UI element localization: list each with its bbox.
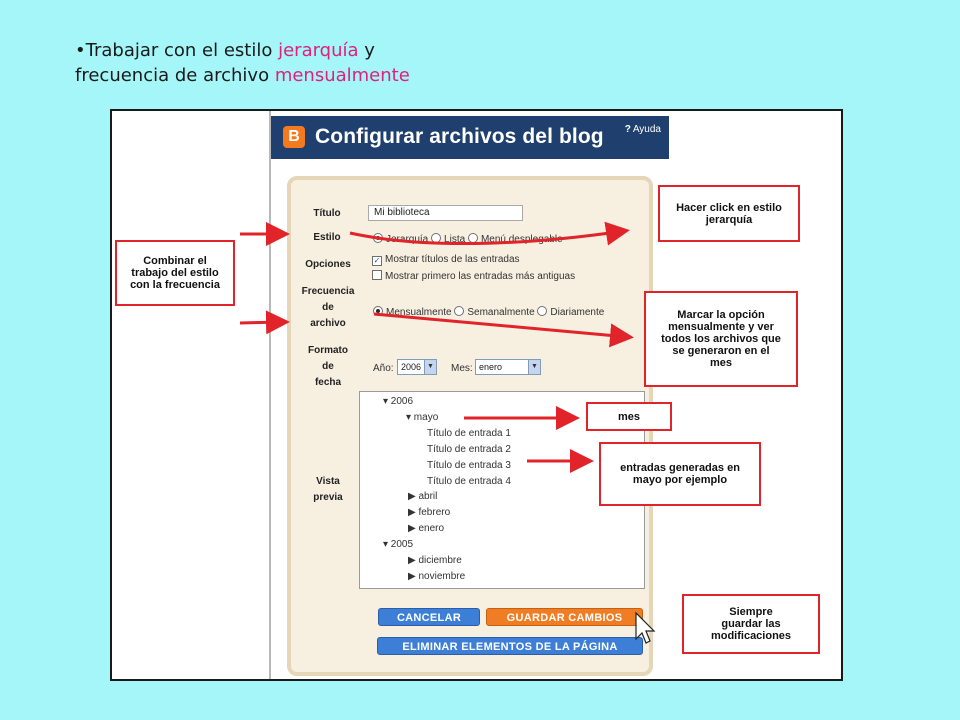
radio-jerarquia[interactable]: Jerarquía (373, 234, 428, 245)
arrow-mensual-to-callout (374, 314, 628, 337)
mouse-cursor-icon (636, 613, 654, 643)
tree-month-enero[interactable]: ▶ enero (408, 523, 445, 534)
estilo-label: Estilo (313, 232, 341, 243)
heading-line-1: •Trabajar con el estilo jerarquía y (75, 40, 375, 61)
callout-mes: mes (586, 402, 672, 431)
tree-month-mayo[interactable]: ▾ mayo (406, 412, 439, 423)
chevron-down-icon: ▼ (424, 360, 436, 374)
tree-month-diciembre[interactable]: ▶ diciembre (408, 555, 462, 566)
check-mostrar-titulos[interactable]: ✓ Mostrar títulos de las entradas (373, 254, 520, 265)
blogger-logo-icon: B (283, 126, 305, 148)
mes-select[interactable]: enero ▼ (475, 359, 541, 375)
tree-entry-3[interactable]: Título de entrada 3 (427, 460, 511, 471)
tree-entry-1[interactable]: Título de entrada 1 (427, 428, 511, 439)
radio-lista[interactable]: Lista (431, 234, 465, 245)
opciones-label: Opciones (305, 259, 351, 270)
tree-month-abril[interactable]: ▶ abril (408, 491, 438, 502)
page-title: Configurar archivos del blog (315, 125, 604, 148)
arrow-estilo-to-callout (350, 231, 624, 244)
formato-fecha-label: Formato de fecha (308, 345, 348, 388)
tree-year-2005[interactable]: ▾ 2005 (383, 539, 414, 550)
titulo-input[interactable]: Mi biblioteca (368, 205, 523, 221)
chevron-down-icon: ▼ (528, 360, 540, 374)
tree-month-noviembre[interactable]: ▶ noviembre (408, 571, 466, 582)
slide-heading (75, 38, 410, 88)
heading-line-2: frecuencia de archivo mensualmente (75, 65, 410, 86)
radio-menu-desplegable[interactable]: Menú desplegable (468, 234, 563, 245)
ano-label: Año: (373, 363, 394, 374)
check-mostrar-antiguas[interactable]: Mostrar primero las entradas más antiguas (372, 270, 575, 282)
save-button[interactable]: GUARDAR CAMBIOS (486, 608, 643, 626)
cancel-button[interactable]: CANCELAR (378, 608, 480, 626)
mes-label: Mes: (451, 363, 473, 374)
vista-previa-label: Vista previa (313, 476, 343, 503)
callout-mensualmente: Marcar la opción mensualmente y ver todos los archivos que se generaron en el mes (644, 291, 798, 387)
radio-diariamente[interactable]: Diariamente (537, 307, 604, 318)
arrows-overlay (112, 111, 843, 681)
arrow-combinar-to-frecuencia (240, 322, 284, 323)
highlight-jerarquia: jerarquía (278, 40, 359, 61)
help-link[interactable]: ? Ayuda (624, 124, 661, 135)
ano-select[interactable]: 2006 ▼ (397, 359, 437, 375)
tree-entry-2[interactable]: Título de entrada 2 (427, 444, 511, 455)
tree-year-2006[interactable]: ▾ 2006 (383, 396, 414, 407)
callout-guardar: Siempre guardar las modificaciones (682, 594, 820, 654)
delete-elements-button[interactable]: ELIMINAR ELEMENTOS DE LA PÁGINA (377, 637, 643, 655)
frecuencia-label: Frecuencia de archivo (301, 286, 355, 329)
callout-jerarquia: Hacer click en estilo jerarquía (658, 185, 800, 242)
tree-month-febrero[interactable]: ▶ febrero (408, 507, 451, 518)
radio-semanalmente[interactable]: Semanalmente (454, 307, 534, 318)
tree-entry-4[interactable]: Título de entrada 4 (427, 476, 511, 487)
checkbox-checked-icon: ✓ (373, 256, 381, 265)
titulo-label: Título (313, 208, 341, 219)
highlight-mensualmente: mensualmente (274, 65, 410, 86)
radio-mensualmente[interactable]: Mensualmente (373, 307, 452, 318)
help-icon: ? (624, 124, 631, 135)
blogger-screenshot (110, 109, 843, 681)
callout-combinar: Combinar el trabajo del estilo con la frecuencia (115, 240, 235, 306)
callout-entradas: entradas generadas en mayo por ejemplo (599, 442, 761, 506)
